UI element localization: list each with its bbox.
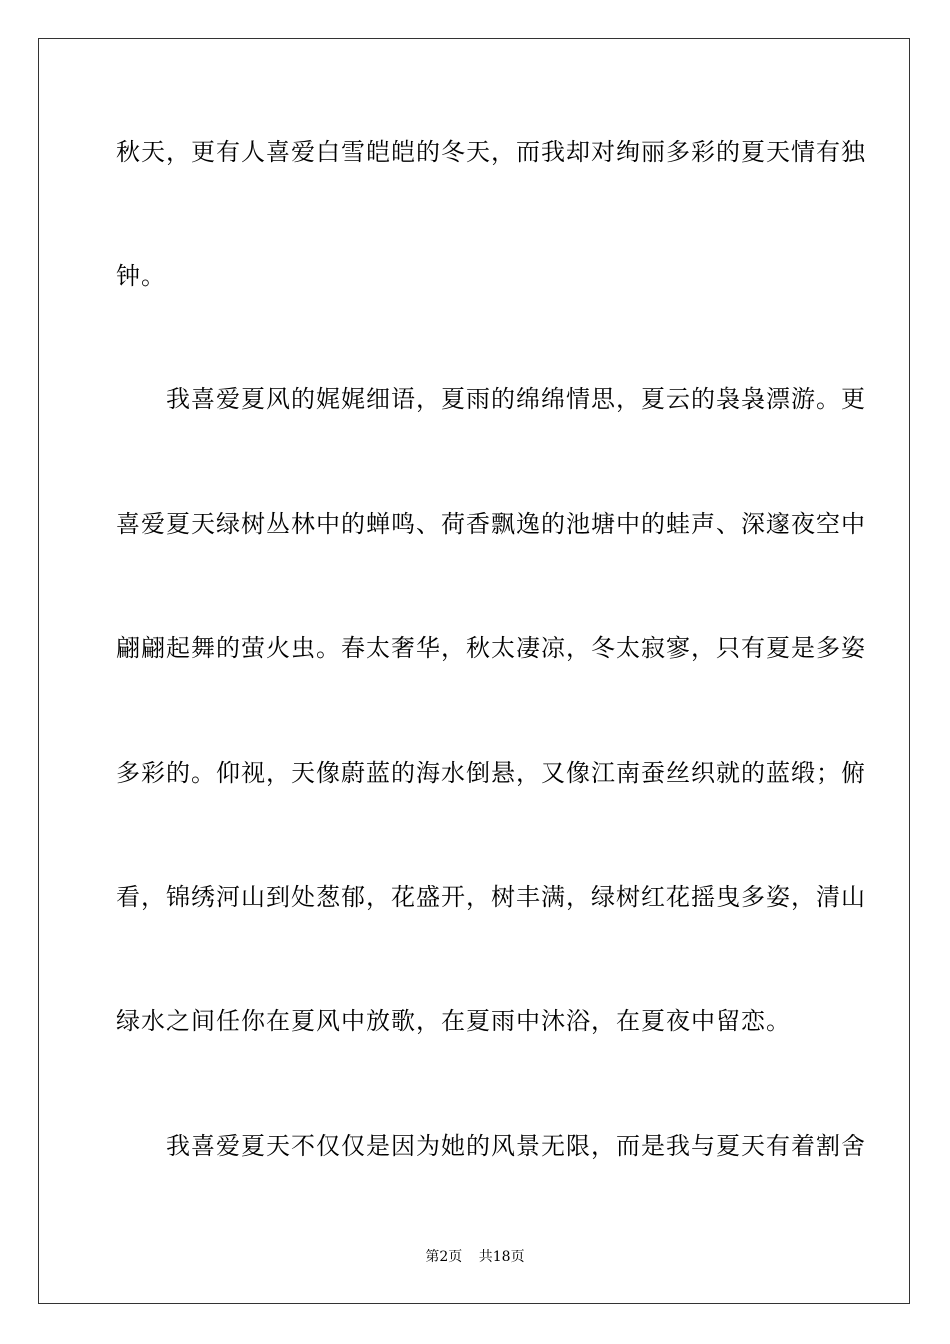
text-line: 多彩的。仰视，天像蔚蓝的海水倒悬，又像江南蚕丝织就的蓝缎；俯 — [116, 759, 866, 787]
text-line: 看，锦绣河山到处葱郁，花盛开，树丰满，绿树红花摇曳多姿，清山 — [116, 883, 866, 911]
page-border — [38, 38, 910, 1304]
page-number: 第2页 — [425, 1249, 463, 1265]
text-line: 钟。 — [116, 262, 166, 290]
text-line: 秋天，更有人喜爱白雪皑皑的冬天，而我却对绚丽多彩的夏天情有独 — [116, 138, 866, 166]
text-line: 我喜爱夏风的娓娓细语，夏雨的绵绵情思，夏云的袅袅漂游。更 — [116, 385, 866, 413]
text-line: 绿水之间任你在夏风中放歌，在夏雨中沐浴，在夏夜中留恋。 — [116, 1007, 791, 1035]
text-line: 喜爱夏天绿树丛林中的蝉鸣、荷香飘逸的池塘中的蛙声、深邃夜空中 — [116, 510, 866, 538]
page-total: 共18页 — [478, 1249, 525, 1265]
text-line: 翩翩起舞的萤火虫。春太奢华，秋太凄凉，冬太寂寥，只有夏是多姿 — [116, 634, 866, 662]
page-footer — [0, 1248, 950, 1266]
text-line: 我喜爱夏天不仅仅是因为她的风景无限，而是我与夏天有着割舍 — [116, 1132, 866, 1160]
